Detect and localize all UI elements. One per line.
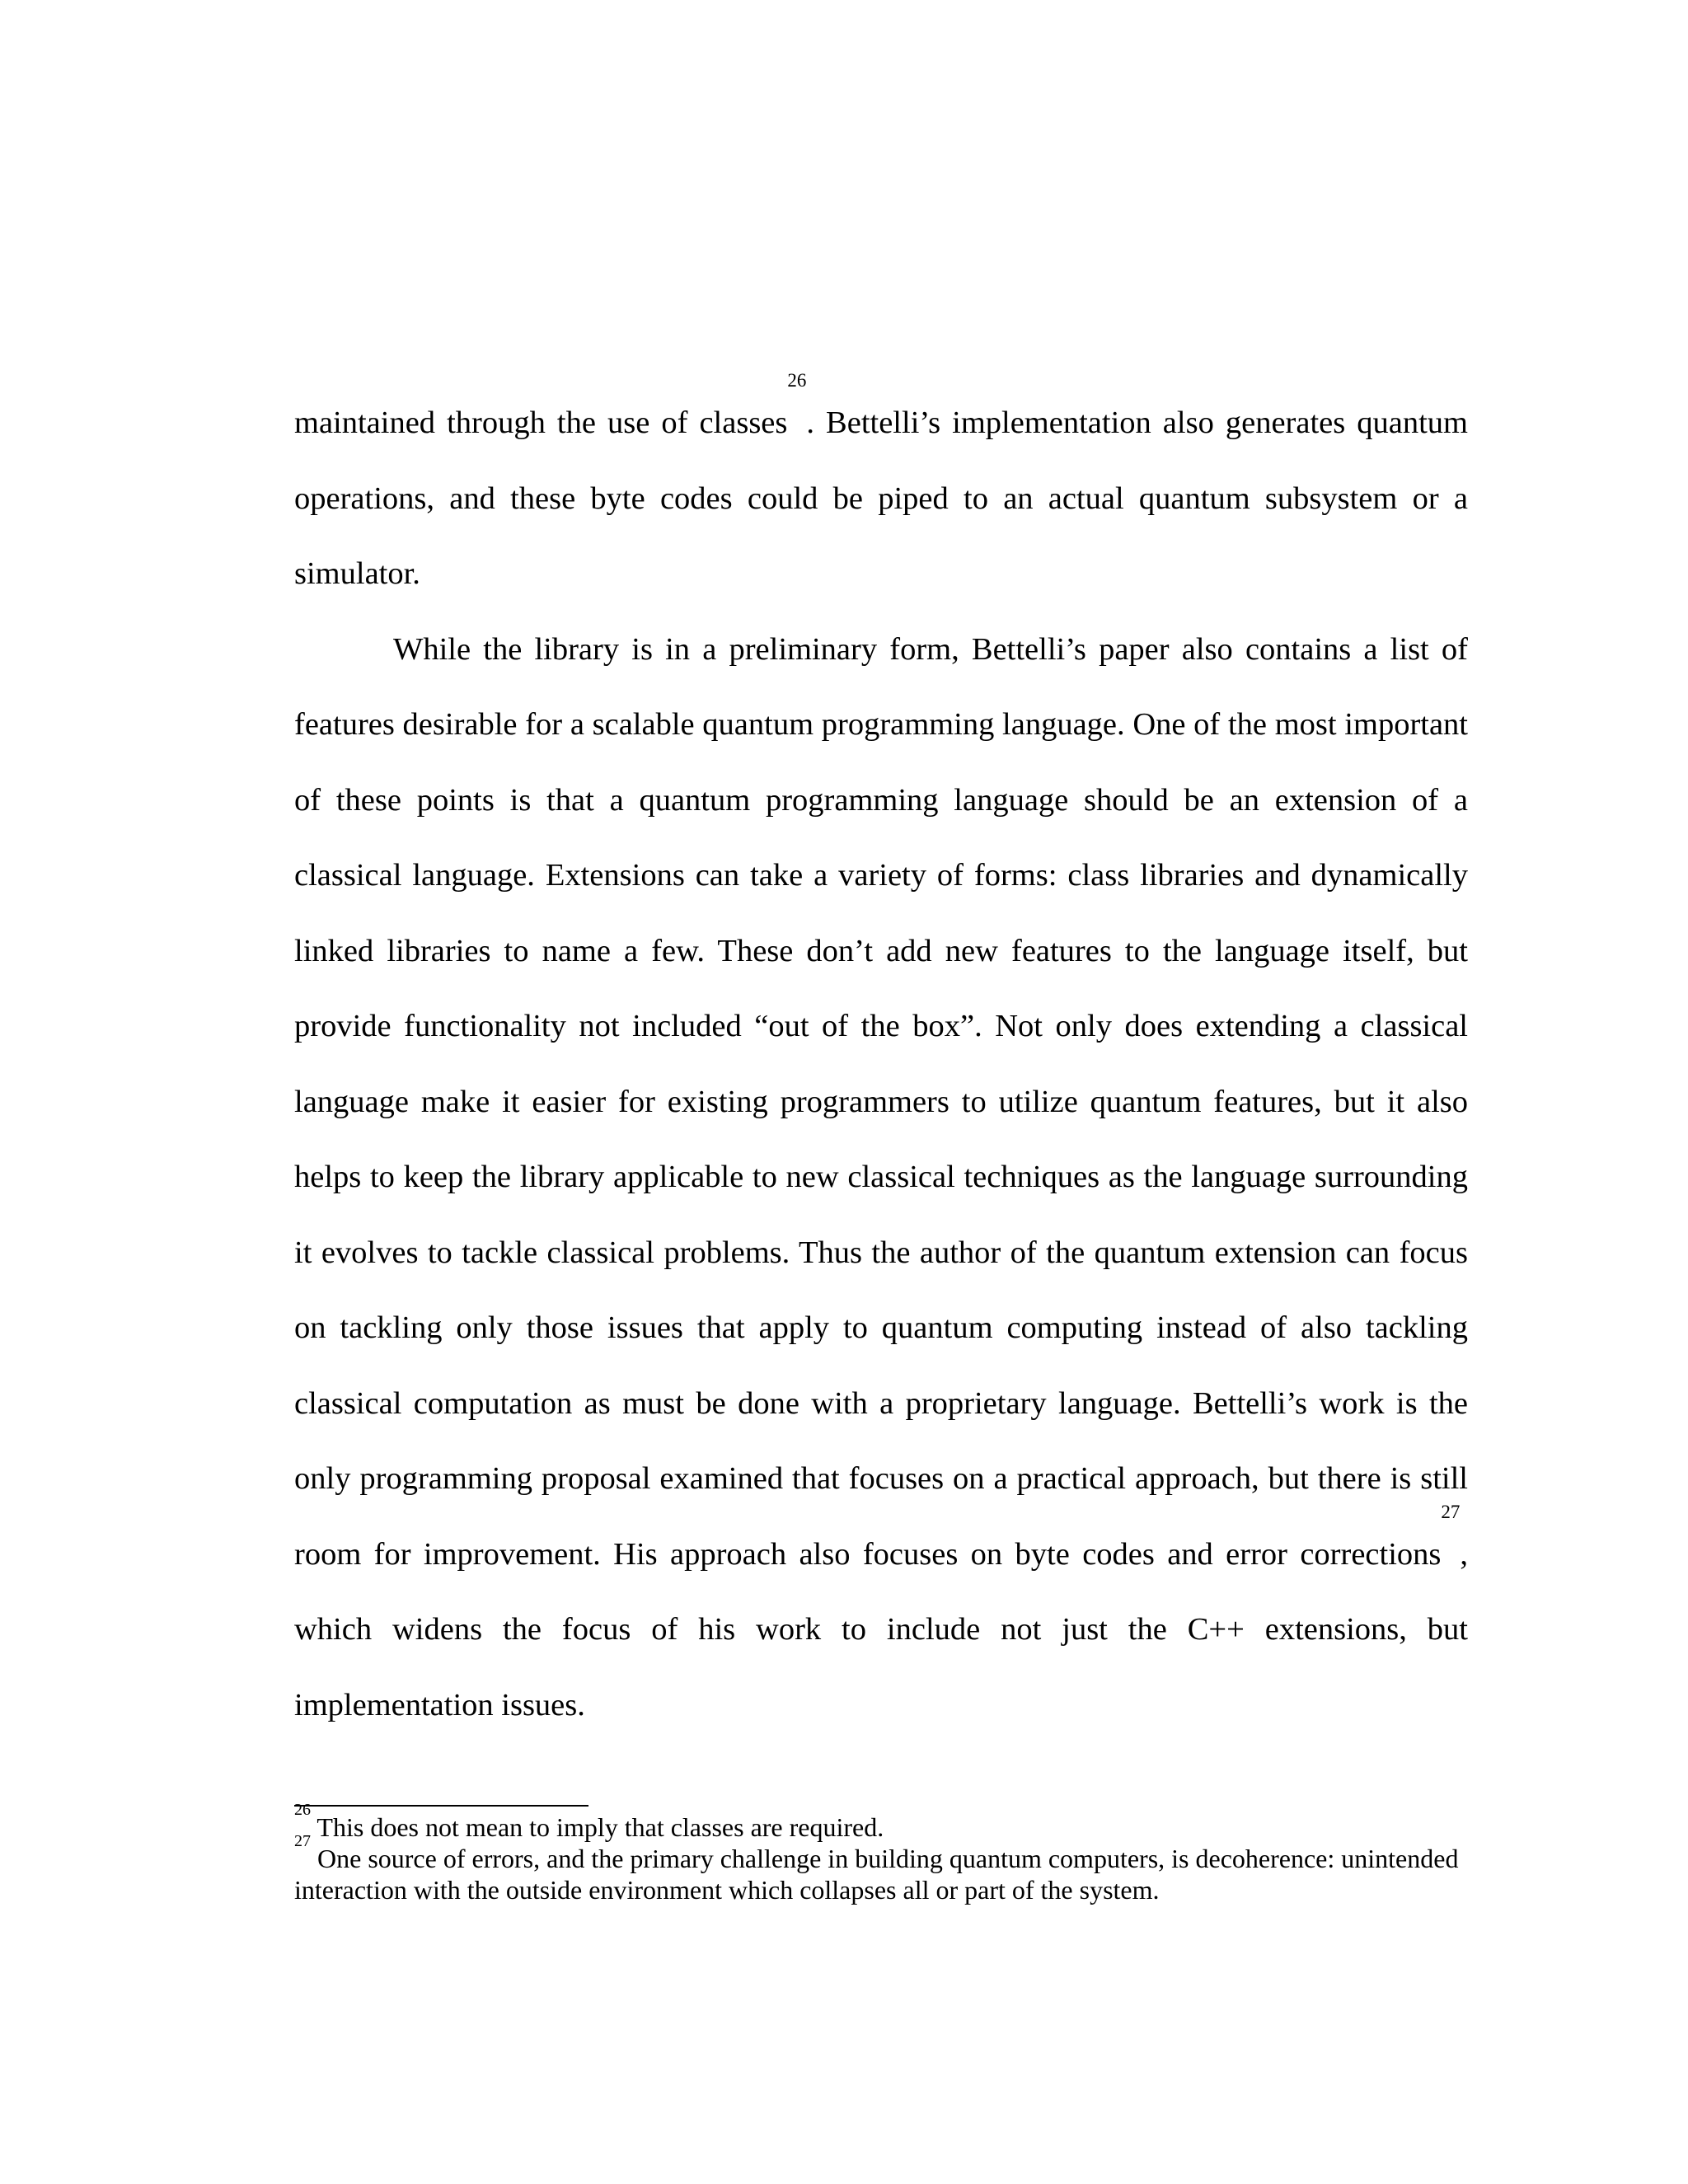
paragraph-1-text-a: maintained through the use of classes xyxy=(294,405,788,440)
paragraph-2-text-b: , which widens the focus of his work to include not just the C++ extensions, but implementation issues. xyxy=(294,1536,1468,1722)
footnote-26-text: This does not mean to imply that classes are required. xyxy=(311,1812,884,1842)
footnote-separator xyxy=(294,1805,588,1807)
paragraph-1 xyxy=(294,370,1469,612)
footnote-reference-27: 27 xyxy=(1441,1501,1461,1522)
footnote-27-text: One source of errors, and the primary challenge in building quantum computers, is decoherence: unintended interaction with the outside environment which collapses all or part of the system. xyxy=(294,1844,1459,1905)
paragraph-2-text-a: While the library is in a preliminary form, Bettelli’s paper also contains a list of features desirable for a scalable quantum programming language. One of the most important of these points is that a quantum programming language should be an extension of a classical language. Extensions can take a variety of forms: class libraries and dynamically linked libraries to name a few. These don’t add new features to the language itself, but provide functionality not included “out of the box”. Not only does extending a classical language make it easier for existing programmers to utilize quantum features, but it also helps to keep the library applicable to new classical techniques as the language surrounding it evolves to tackle classical problems. Thus the author of the quantum extension can focus on tackling only those issues that apply to quantum computing instead of also tackling classical computation as must be done with a proprietary language. Bettelli’s work is the only programming proposal examined that focuses on a practical approach, but there is still room for improvement. His approach also focuses on byte codes and error corrections xyxy=(294,631,1468,1572)
footnotes xyxy=(294,1801,1468,1905)
footnote-reference-26: 26 xyxy=(787,370,807,391)
paragraph-2 xyxy=(294,612,1468,1744)
footnote-mark-27: 27 xyxy=(294,1832,311,1850)
footnote-27 xyxy=(294,1832,1468,1905)
body-text xyxy=(294,370,1469,1743)
footnote-26 xyxy=(294,1801,1468,1843)
footnote-mark-26: 26 xyxy=(294,1801,311,1819)
paragraph-1-text-b: . Bettelli’s implementation also generates quantum operations, and these byte codes could be piped to an actual quantum subsystem or a simulator. xyxy=(294,405,1469,591)
